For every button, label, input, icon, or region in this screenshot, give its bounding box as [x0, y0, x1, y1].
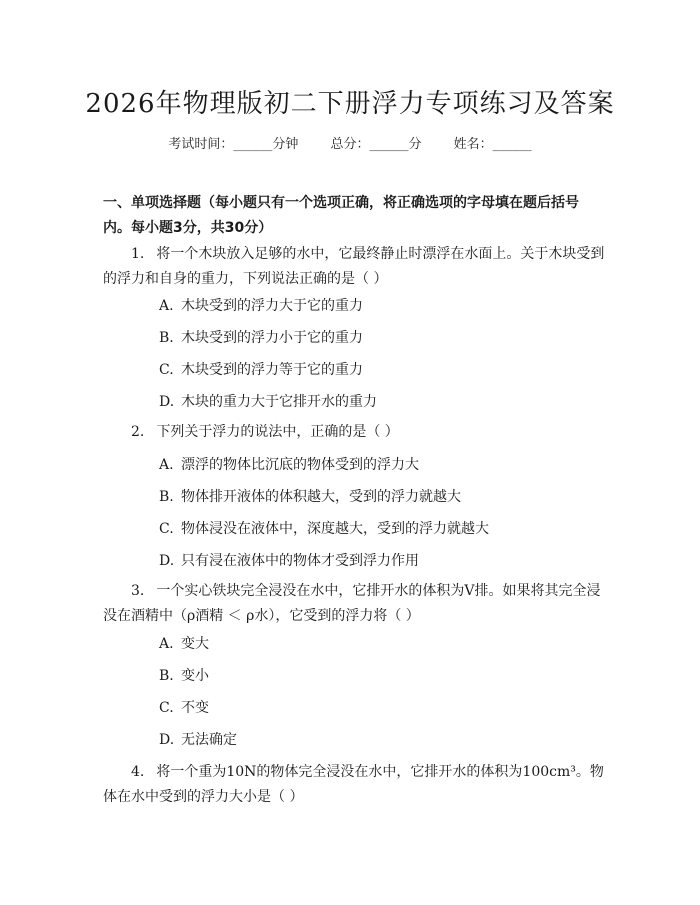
question-text: 下列关于浮力的说法中，正确的是（ ）: [156, 424, 399, 440]
option-text: 物体浸没在液体中，深度越大，受到的浮力就越大: [181, 521, 489, 537]
option-1b: [159, 328, 363, 348]
option-letter: D.: [159, 732, 175, 748]
question-1: [103, 242, 607, 292]
option-text: 木块受到的浮力大于它的重力: [181, 298, 363, 314]
exam-meta: [0, 133, 700, 152]
option-text: 只有浸在液体中的物体才受到浮力作用: [181, 553, 419, 569]
question-number: 4.: [131, 764, 145, 780]
option-2a: [159, 455, 419, 475]
option-letter: C.: [159, 362, 174, 378]
question-number: 1.: [131, 246, 145, 262]
page-title: 2026年物理版初二下册浮力专项练习及答案: [85, 89, 615, 119]
section-heading: 一、单项选择题（每小题只有一个选项正确，将正确选项的字母填在题后括号内。每小题3分，共30分）: [103, 195, 579, 236]
option-text: 物体排开液体的体积越大，受到的浮力就越大: [181, 489, 461, 505]
option-2c: [159, 519, 489, 539]
option-1a: [159, 296, 363, 316]
option-text: 无法确定: [181, 732, 237, 748]
question-text: 将一个重为10N的物体完全浸没在水中，它排开水的体积为100cm³。物体在水中受到的浮力大小是（ ）: [103, 764, 604, 805]
option-letter: B.: [159, 668, 174, 684]
option-text: 木块受到的浮力小于它的重力: [181, 330, 363, 346]
question-number: 3.: [131, 583, 145, 599]
option-1d: [159, 392, 377, 412]
option-2d: [159, 551, 419, 571]
question-2: [103, 420, 607, 445]
option-text: 变大: [181, 636, 209, 652]
option-letter: B.: [159, 489, 174, 505]
option-text: 漂浮的物体比沉底的物体受到的浮力大: [181, 457, 419, 473]
option-letter: A.: [159, 457, 174, 473]
total-score-field: 总分：______分: [330, 137, 422, 152]
student-name-field: 姓名：______: [453, 137, 532, 152]
question-4: [103, 760, 607, 810]
option-text: 变小: [181, 668, 209, 684]
option-letter: A.: [159, 636, 174, 652]
option-text: 木块的重力大于它排开水的重力: [181, 394, 377, 410]
option-letter: D.: [159, 394, 175, 410]
option-3c: [159, 698, 209, 718]
option-1c: [159, 360, 363, 380]
question-text: 将一个木块放入足够的水中，它最终静止时漂浮在水面上。关于木块受到的浮力和自身的重力，下列说法正确的是（ ）: [103, 246, 605, 287]
option-letter: A.: [159, 298, 174, 314]
option-letter: B.: [159, 330, 174, 346]
option-letter: C.: [159, 700, 174, 716]
option-text: 不变: [181, 700, 209, 716]
option-3d: [159, 730, 237, 750]
option-2b: [159, 487, 461, 507]
question-text: 一个实心铁块完全浸没在水中，它排开水的体积为V排。如果将其完全浸没在酒精中（ρ酒精 ＜ ρ水），它受到的浮力将（ ）: [103, 583, 601, 624]
question-3: [103, 579, 607, 629]
question-number: 2.: [131, 424, 145, 440]
option-text: 木块受到的浮力等于它的重力: [181, 362, 363, 378]
option-letter: D.: [159, 553, 175, 569]
option-3b: [159, 666, 209, 686]
exam-time-field: 考试时间：______分钟: [168, 137, 299, 152]
option-3a: [159, 634, 209, 654]
option-letter: C.: [159, 521, 174, 537]
